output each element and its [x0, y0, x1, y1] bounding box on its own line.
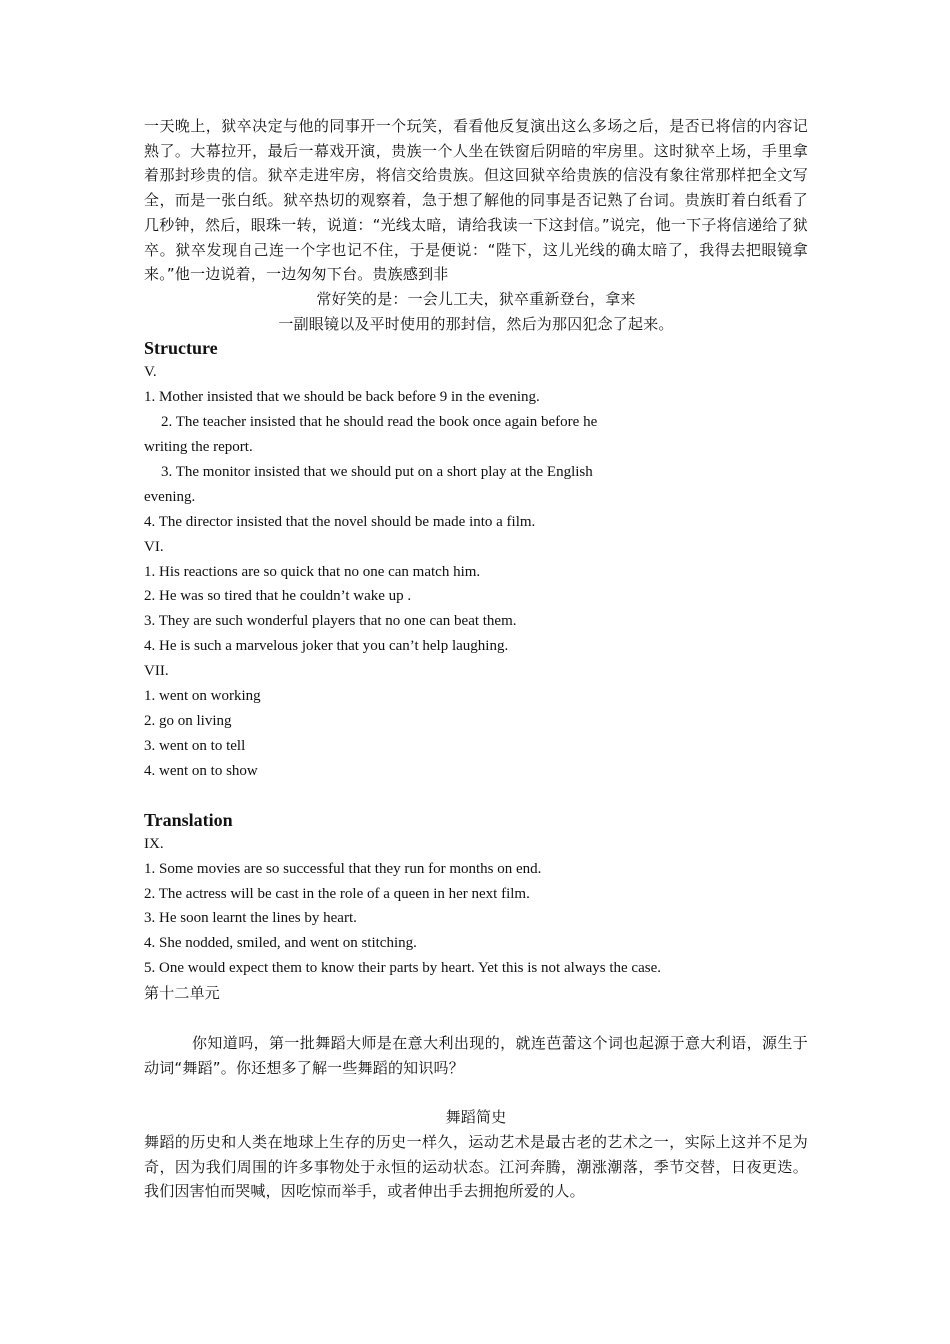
section-v-item-1: 1. Mother insisted that we should be back before 9 in the evening.: [144, 389, 540, 406]
story-paragraph: 一天晚上，狱卒决定与他的同事开一个玩笑，看看他反复演出这么多场之后，是否已将信的内容记熟了。大幕拉开，最后一幕戏开演，贵族一个人坐在铁窗后阴暗的牢房里。这时狱卒上场，手里拿着那封珍贵的信。狱卒走进牢房，将信交给贵族。但这回狱卒给贵族的信没有象往常那样把全文写全，而是一张白纸。狱卒热切的观察着，急于想了解他的同事是否记熟了台词。贵族盯着白纸看了几秒钟，然后，眼珠一转，说道：“光线太暗，请给我读一下这封信。”说完，他一下子将信递给了狱卒。狱卒发现自己连一个字也记不住，于是便说：“陛下，这儿光线的确太暗了，我得去把眼镜拿来。”他一边说着，一边匆匆下台。贵族感到非: [144, 117, 808, 284]
unit-12-intro: 你知道吗，第一批舞蹈大师是在意大利出现的，就连芭蕾这个词也起源于意大利语，源生于动词“舞蹈”。你还想多了解一些舞蹈的知识吗？: [144, 1033, 808, 1077]
section-ix-item-4: 4. She nodded, smiled, and went on stitching.: [144, 935, 417, 952]
story-center-line-1: 常好笑的是：一会儿工夫，狱卒重新登台，拿来: [316, 289, 636, 308]
section-vi-item-1: 1. His reactions are so quick that no one can match him.: [144, 563, 481, 580]
article-title: 舞蹈简史: [445, 1108, 507, 1127]
section-ix-item-5: 5. One would expect them to know their parts by heart. Yet this is not always the case.: [144, 960, 661, 977]
structure-heading: Structure: [144, 338, 218, 359]
section-v-item-3: 3. The monitor insisted that we should put on a short play at the English: [161, 463, 593, 480]
section-vii-item-4: 4. went on to show: [144, 762, 258, 779]
document-page: [144, 114, 808, 1204]
translation-heading: Translation: [144, 809, 233, 830]
spacer: [144, 1080, 808, 1105]
section-vii-item-2: 2. go on living: [144, 713, 232, 730]
section-ix-item-1: 1. Some movies are so successful that they run for months on end.: [144, 860, 542, 877]
section-vi-label: VI.: [144, 538, 164, 555]
section-vii-label: VII.: [144, 663, 169, 680]
section-vii-item-1: 1. went on working: [144, 688, 261, 705]
section-v-item-3-cont: evening.: [144, 488, 196, 505]
section-v-item-4: 4. The director insisted that the novel should be made into a film.: [144, 513, 536, 530]
section-v-label: V.: [144, 364, 157, 381]
section-vi-item-2: 2. He was so tired that he couldn’t wake up .: [144, 588, 412, 605]
section-vii-item-3: 3. went on to tell: [144, 737, 246, 754]
section-vi-item-3: 3. They are such wonderful players that no one can beat them.: [144, 613, 517, 630]
section-ix-item-2: 2. The actress will be cast in the role of a queen in her next film.: [144, 885, 530, 902]
spacer: [144, 1006, 808, 1031]
section-v-item-2: 2. The teacher insisted that he should read the book once again before he: [161, 414, 598, 431]
section-ix-label: IX.: [144, 835, 164, 852]
unit-12-title: 第十二单元: [144, 984, 221, 1003]
section-v-item-2-cont: writing the report.: [144, 439, 253, 456]
section-vi-item-4: 4. He is such a marvelous joker that you can’t help laughing.: [144, 638, 509, 655]
section-ix-item-3: 3. He soon learnt the lines by heart.: [144, 910, 357, 927]
story-center-line-2: 一副眼镜以及平时使用的那封信，然后为那囚犯念了起来。: [278, 314, 674, 333]
article-body: 舞蹈的历史和人类在地球上生存的历史一样久，运动艺术是最古老的艺术之一，实际上这并不足为奇，因为我们周围的许多事物处于永恒的运动状态。江河奔腾，潮涨潮落，季节交替，日夜更迭。我们因害怕而哭喊，因吃惊而举手，或者伸出手去拥抱所爱的人。: [144, 1132, 808, 1201]
spacer: [144, 784, 808, 808]
